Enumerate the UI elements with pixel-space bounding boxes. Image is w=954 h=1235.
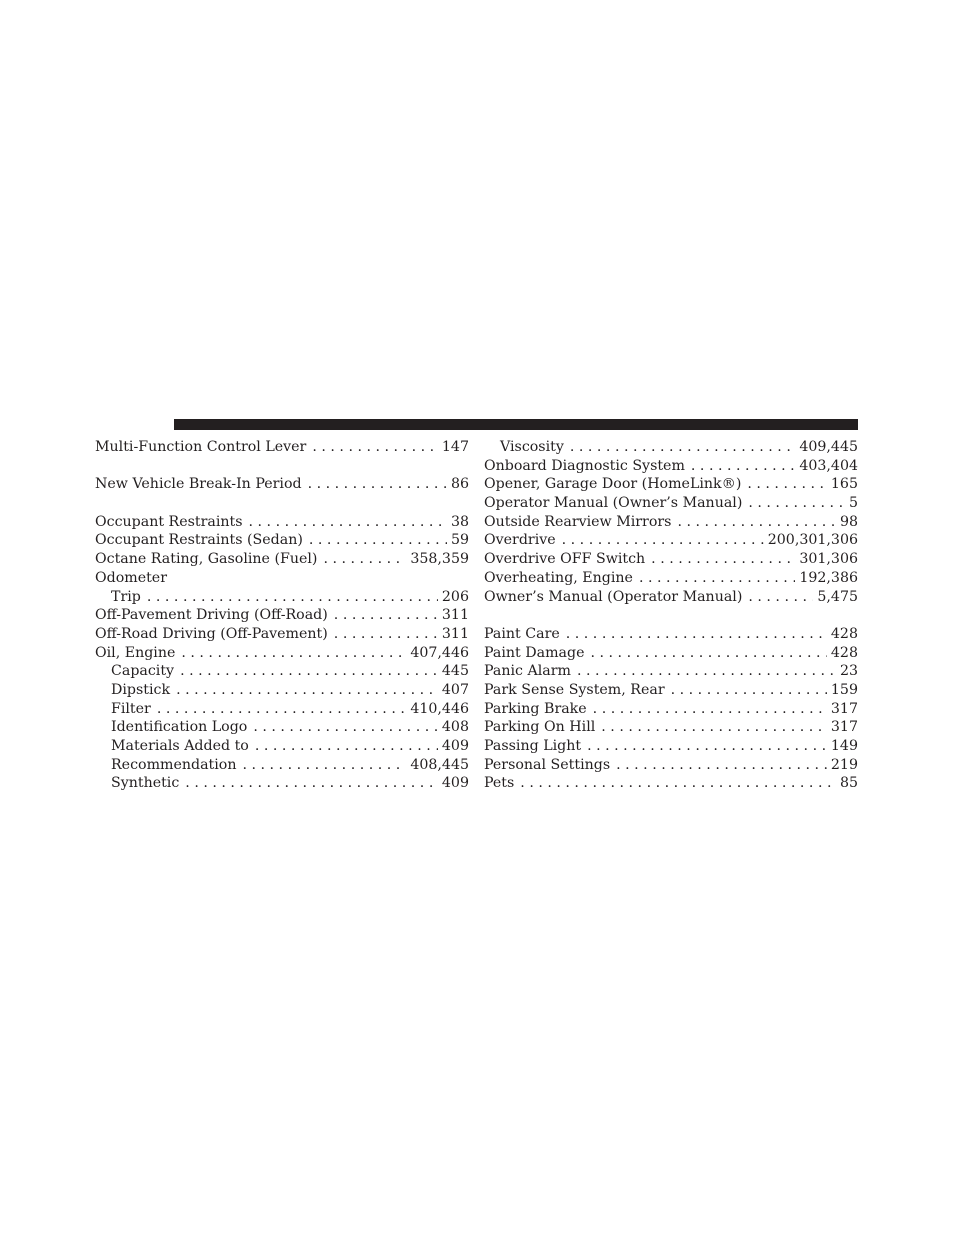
index-entry bbox=[484, 457, 858, 476]
index-gap bbox=[484, 606, 858, 625]
dot-leader bbox=[748, 494, 845, 513]
index-page-number: 59 bbox=[450, 532, 469, 549]
index-entry bbox=[484, 588, 858, 607]
index-page-number: 311 bbox=[441, 625, 469, 642]
index-page-number: 98 bbox=[839, 513, 858, 530]
index-entry bbox=[484, 569, 858, 588]
index-term: Paint Damage bbox=[484, 644, 585, 661]
index-page-number: 407 bbox=[441, 681, 469, 698]
index-term: Occupant Restraints (Sedan) bbox=[95, 532, 303, 549]
index-entry bbox=[484, 644, 858, 663]
index-entry bbox=[95, 513, 469, 532]
dot-leader bbox=[157, 700, 407, 719]
dot-leader bbox=[748, 588, 813, 607]
index-entry bbox=[484, 662, 858, 681]
index-term: Parking On Hill bbox=[484, 719, 596, 736]
index-page-number: 409 bbox=[441, 738, 469, 754]
index-column-right bbox=[484, 438, 858, 793]
index-page-number: 159 bbox=[830, 681, 858, 698]
index-entry bbox=[484, 531, 858, 550]
index-term: Trip bbox=[111, 588, 141, 605]
dot-leader bbox=[651, 550, 795, 569]
dot-leader bbox=[562, 531, 764, 550]
dot-leader bbox=[601, 718, 827, 737]
index-column-left bbox=[95, 438, 469, 793]
index-term: Occupant Restraints bbox=[95, 513, 243, 530]
index-term: Recommendation bbox=[111, 756, 237, 773]
index-term: Off-Pavement Driving (Off-Road) bbox=[95, 607, 328, 624]
index-entry bbox=[484, 494, 858, 513]
index-gap bbox=[95, 457, 469, 476]
index-entry bbox=[484, 737, 858, 756]
index-subentry bbox=[484, 438, 858, 457]
index-term: Filter bbox=[111, 700, 151, 717]
dot-leader bbox=[677, 513, 836, 532]
index-term: Passing Light bbox=[484, 738, 582, 754]
index-entry bbox=[95, 550, 469, 569]
index-page-number: 358,359 bbox=[410, 551, 469, 568]
dot-leader bbox=[249, 513, 447, 532]
index-term: Parking Brake bbox=[484, 700, 587, 717]
index-term: New Vehicle Break-In Period bbox=[95, 476, 302, 493]
index-page-number: 409,445 bbox=[799, 439, 858, 455]
dot-leader bbox=[587, 737, 827, 756]
index-page-number: 407,446 bbox=[410, 644, 469, 661]
index-entry bbox=[95, 475, 469, 494]
index-entry bbox=[484, 625, 858, 644]
index-page-number: 5 bbox=[848, 495, 858, 512]
dot-leader bbox=[181, 644, 406, 663]
index-entry bbox=[484, 681, 858, 700]
index-page-number: 311 bbox=[441, 607, 469, 624]
index-entry bbox=[95, 438, 469, 457]
dot-leader bbox=[242, 756, 406, 775]
index-term: Dipstick bbox=[111, 681, 171, 698]
dot-leader bbox=[308, 475, 447, 494]
index-page-number: 206 bbox=[441, 588, 469, 605]
dot-leader bbox=[691, 457, 795, 476]
index-term: Synthetic bbox=[111, 775, 180, 792]
index-subentry bbox=[95, 700, 469, 719]
index-page-number: 165 bbox=[830, 476, 858, 493]
index-page-number: 317 bbox=[830, 700, 858, 717]
index-term: Personal Settings bbox=[484, 756, 611, 773]
dot-leader bbox=[577, 662, 836, 681]
index-term: Owner’s Manual (Operator Manual) bbox=[484, 588, 743, 605]
index-page-number: 5,475 bbox=[817, 588, 858, 605]
index-subentry bbox=[95, 756, 469, 775]
index-page-number: 408,445 bbox=[410, 756, 469, 773]
index-entry bbox=[484, 513, 858, 532]
dot-leader bbox=[593, 700, 827, 719]
dot-leader bbox=[334, 625, 438, 644]
dot-leader bbox=[180, 662, 438, 681]
index-page-number: 317 bbox=[830, 719, 858, 736]
index-term: Onboard Diagnostic System bbox=[484, 457, 685, 474]
dot-leader bbox=[616, 756, 827, 775]
index-page-number: 147 bbox=[441, 439, 469, 455]
dot-leader bbox=[639, 569, 795, 588]
index-entry bbox=[484, 700, 858, 719]
index-term: Overdrive bbox=[484, 532, 556, 549]
dot-leader bbox=[147, 588, 438, 607]
index-page-number: 86 bbox=[450, 476, 469, 493]
dot-leader bbox=[255, 737, 438, 756]
index-page-number: 428 bbox=[830, 644, 858, 661]
dot-leader bbox=[520, 774, 836, 793]
index-entry bbox=[95, 625, 469, 644]
dot-leader bbox=[671, 681, 827, 700]
index-entry bbox=[484, 774, 858, 793]
index-entry bbox=[95, 644, 469, 663]
index-page-number: 409 bbox=[441, 775, 469, 792]
dot-leader bbox=[253, 718, 438, 737]
index-entry bbox=[484, 756, 858, 775]
index-term: Park Sense System, Rear bbox=[484, 681, 665, 698]
index-term: Overheating, Engine bbox=[484, 569, 633, 586]
index-term: Identification Logo bbox=[111, 719, 248, 736]
index-term: Outside Rearview Mirrors bbox=[484, 513, 672, 530]
index-entry bbox=[484, 718, 858, 737]
dot-leader bbox=[747, 475, 827, 494]
index-page-number: 38 bbox=[450, 513, 469, 530]
index-page-number: 428 bbox=[830, 625, 858, 642]
index-entry bbox=[95, 531, 469, 550]
index-page-number: 219 bbox=[830, 756, 858, 773]
dot-leader bbox=[590, 644, 826, 663]
index-term: Paint Care bbox=[484, 625, 560, 642]
dot-leader bbox=[323, 550, 406, 569]
index-term: Overdrive OFF Switch bbox=[484, 551, 646, 568]
dot-leader bbox=[312, 438, 438, 457]
index-page-number: 192,386 bbox=[799, 569, 858, 586]
dot-leader bbox=[185, 774, 438, 793]
dot-leader bbox=[309, 531, 447, 550]
index-page-number: 445 bbox=[441, 663, 469, 680]
index-subentry bbox=[95, 774, 469, 793]
index-entry bbox=[95, 606, 469, 625]
index-term: Panic Alarm bbox=[484, 663, 571, 680]
index-gap bbox=[95, 494, 469, 513]
index-term: Operator Manual (Owner’s Manual) bbox=[484, 495, 743, 512]
index-subentry bbox=[95, 718, 469, 737]
index-term: Opener, Garage Door (HomeLink®) bbox=[484, 476, 742, 493]
index-page-number: 200,301,306 bbox=[767, 532, 858, 549]
index-page-number: 149 bbox=[830, 738, 858, 754]
index-entry bbox=[484, 550, 858, 569]
index-entry bbox=[95, 569, 469, 588]
index-subentry bbox=[95, 681, 469, 700]
index-term: Oil, Engine bbox=[95, 644, 176, 661]
index-page-number: 85 bbox=[839, 775, 858, 792]
header-rule bbox=[174, 419, 858, 430]
index-term: Octane Rating, Gasoline (Fuel) bbox=[95, 551, 318, 568]
index-page-number: 408 bbox=[441, 719, 469, 736]
index-subentry bbox=[95, 662, 469, 681]
dot-leader bbox=[334, 606, 438, 625]
index-term: Multi-Function Control Lever bbox=[95, 439, 307, 455]
index-page-number: 23 bbox=[839, 663, 858, 680]
index-term: Off-Road Driving (Off-Pavement) bbox=[95, 625, 328, 642]
index-page-number: 403,404 bbox=[799, 457, 858, 474]
index-entry bbox=[484, 475, 858, 494]
index-page-number: 410,446 bbox=[410, 700, 469, 717]
index-subentry bbox=[95, 737, 469, 756]
dot-leader bbox=[570, 438, 795, 457]
index-term: Viscosity bbox=[500, 439, 564, 455]
index-term: Materials Added to bbox=[111, 738, 249, 754]
index-page-number: 301,306 bbox=[799, 551, 858, 568]
index-term: Capacity bbox=[111, 663, 175, 680]
dot-leader bbox=[566, 625, 827, 644]
index-subentry bbox=[95, 588, 469, 607]
index-term: Odometer bbox=[95, 569, 167, 586]
index-term: Pets bbox=[484, 775, 515, 792]
dot-leader bbox=[176, 681, 438, 700]
